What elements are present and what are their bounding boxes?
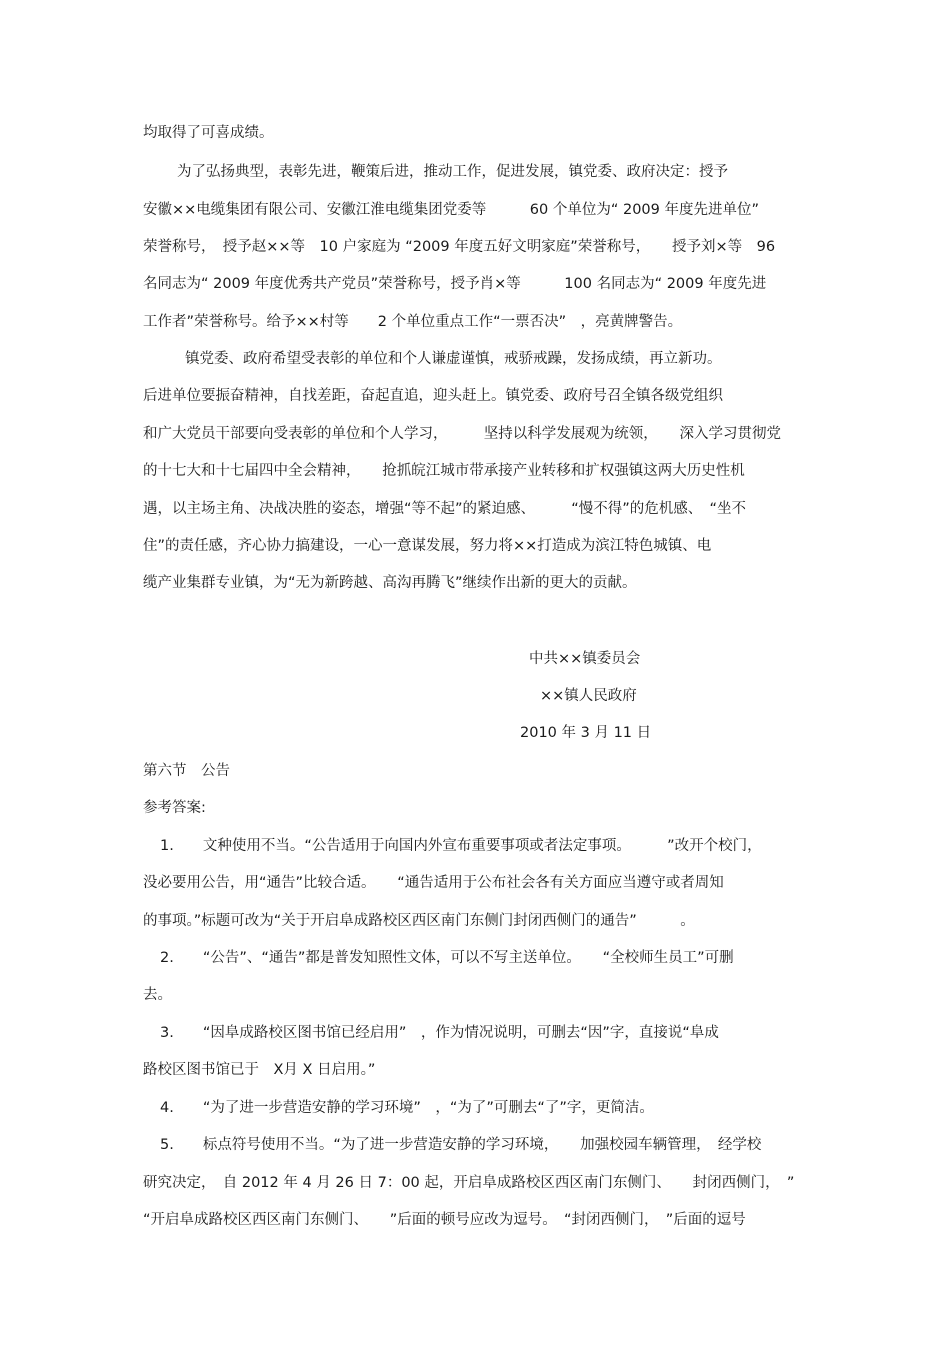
section-heading: 第六节 公告: [143, 763, 230, 779]
answer-item: 3. “因阜成路校区图书馆已经启用” ，作为情况说明，可删去“因”字，直接说“阜成: [160, 1025, 719, 1041]
text-line: 缆产业集群专业镇，为“无为新跨越、高沟再腾飞”继续作出新的更大的贡献。: [143, 575, 637, 591]
answer-item: 4. “为了进一步营造安静的学习环境” ，“为了”可删去“了”字，更简洁。: [160, 1100, 654, 1116]
answer-item: 1. 文种使用不当。“公告适用于向国内外宣布重要事项或者法定事项。 ”改开个校门，: [160, 838, 762, 854]
text-line: 工作者”荣誉称号。给予××村等 2 个单位重点工作“一票否决” ，亮黄牌警告。: [143, 314, 683, 330]
answer-heading: 参考答案:: [143, 800, 206, 816]
text-line: 安徽××电缆集团有限公司、安徽江淮电缆集团党委等 60 个单位为“ 2009 年度先进单位”: [143, 202, 759, 218]
text-line: 镇党委、政府希望受表彰的单位和个人谦虚谨慎，戒骄戒躁，发扬成绩，再立新功。: [185, 351, 722, 367]
text-line: 后进单位要振奋精神，自找差距，奋起直追，迎头赶上。镇党委、政府号召全镇各级党组织: [143, 388, 723, 404]
text-line: 去。: [143, 987, 172, 1003]
text-line: 名同志为“ 2009 年度优秀共产党员”荣誉称号，授予肖×等 100 名同志为“ 2009 年度先进: [143, 276, 767, 292]
text-line: 遇，以主场主角、决战决胜的姿态，增强“等不起”的紧迫感、 “慢不得”的危机感、 “坐不: [143, 501, 747, 517]
text-line: 路校区图书馆已于 X月 X 日启用。”: [143, 1062, 376, 1078]
text-line: 的事项。”标题可改为“关于开启阜成路校区西区南门东侧门封闭西侧门的通告” 。: [143, 913, 695, 929]
signature-organization: 中共××镇委员会: [529, 651, 641, 667]
answer-item: 5. 标点符号使用不当。“为了进一步营造安静的学习环境， 加强校园车辆管理， 经学校: [160, 1137, 762, 1153]
text-line: 没必要用公告，用“通告”比较合适。 “通告适用于公布社会各有关方面应当遵守或者周知: [143, 875, 724, 891]
text-line: 荣誉称号， 授予赵××等 10 户家庭为 “2009 年度五好文明家庭”荣誉称号， 授予刘×等 96: [143, 239, 776, 255]
text-line: 研究决定， 自 2012 年 4 月 26 日 7：00 起，开启阜成路校区西区南门东侧门、 封闭西侧门， ”: [143, 1175, 795, 1191]
signature-government: ××镇人民政府: [540, 688, 637, 704]
text-line: 住”的责任感，齐心协力搞建设，一心一意谋发展，努力将××打造成为滨江特色城镇、电: [143, 538, 712, 554]
answer-item: 2. “公告”、“通告”都是普发知照性文体，可以不写主送单位。 “全校师生员工”可删: [160, 950, 734, 966]
signature-date: 2010 年 3 月 11 日: [520, 725, 652, 741]
text-line: 均取得了可喜成绩。: [143, 125, 274, 141]
text-line: “开启阜成路校区西区南门东侧门、 ”后面的顿号应改为逗号。 “封闭西侧门， ”后面的逗号: [143, 1212, 746, 1228]
text-line: 和广大党员干部要向受表彰的单位和个人学习， 坚持以科学发展观为统领， 深入学习贯彻党: [143, 426, 781, 442]
text-line: 的十七大和十七届四中全会精神， 抢抓皖江城市带承接产业转移和扩权强镇这两大历史性机: [143, 463, 745, 479]
text-line: 为了弘扬典型，表彰先进，鞭策后进，推动工作，促进发展，镇党委、政府决定：授予: [177, 164, 728, 180]
